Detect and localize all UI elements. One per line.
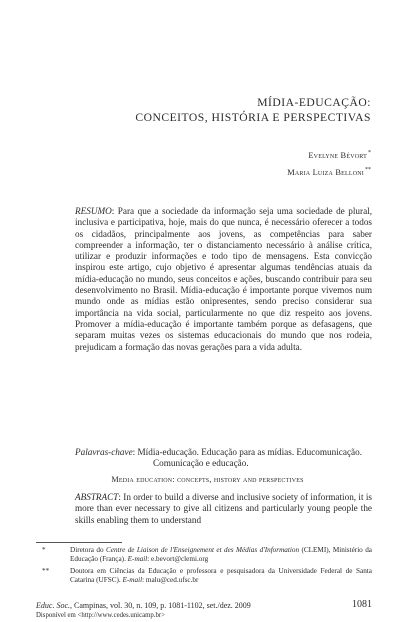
resumo-text: : Para que a sociedade da informação seja uma sociedade de plural, inclusiva e participativa, hoje, mais do que nunca, é necessário oferecer a todos os cidadãos, principalmente aos jovens, as competências para saber compreender a informação, ter o distanciamento necessário à análise crítica, utilizar e produzir informações e todo tipo de mensagens. Esta convicção inspirou este artigo, cujo objetivo é apresentar algumas tendências atuais da mídia-educação no mundo, seus conceitos e ações, buscando contribuir para seu desenvolvimento no Brasil. Mídia-educação é importante porque vivemos num mundo onde as mídias estão onipresentes, sendo preciso considerar sua importância na vida social, particularmente no que diz respeito aos jovens. Promover a mídia-educação é importante também porque as defasagens, que separam muitas vezes os sistemas educacionais do mundo que nos rodeia, prejudicam a formação das novas gerações para a vida adulta. [75, 206, 372, 352]
resumo-label: RESUMO [75, 206, 112, 216]
footnote-institution: Centre de Liaison de l'Enseignement et des Médias d'Information [105, 546, 300, 554]
title-line-2: CONCEITOS, HISTÓRIA E PERSPECTIVAS [135, 111, 371, 124]
page-number: 1081 [352, 599, 372, 610]
keywords-text: : Mídia-educação. Educação para as mídias. Educomunicação. Comunicação e educação. [132, 447, 362, 469]
availability-line: Disponível em <http://www.cedes.unicamp.br> [36, 612, 165, 619]
email-label: E-mail [122, 576, 143, 584]
footnote-mark: ** [42, 567, 50, 575]
footnote-text-part: Doutora em Ciências da Educação e professora e pesquisadora da Universidade Federal de Santa Catarina (UFSC). [70, 567, 372, 584]
footnote-text [70, 546, 372, 564]
keywords-label: Palavras-chave [75, 447, 133, 457]
footnote-text [70, 567, 372, 585]
footnote-text-part: Diretora do [70, 546, 106, 554]
footnote-mark: ** [365, 166, 371, 173]
abstract-text: : In order to build a diverse and inclusive society of information, it is more than ever necessary to give all citizens and particularly young people the skills enabling them to understand [75, 492, 372, 525]
article-title [135, 95, 371, 125]
footnote-email: : malu@ced.ufsc.br [142, 576, 199, 584]
email-label: E-mail [127, 555, 148, 563]
author-2 [287, 163, 371, 180]
footnote-mark: * [42, 546, 46, 554]
footnote-2 [36, 567, 372, 585]
author-name: Maria Luiza Belloni [287, 167, 364, 177]
footnote-divider [36, 542, 122, 543]
journal-abbr: Educ. Soc. [36, 601, 70, 610]
footnote-email: : e.bevort@clemi.org [147, 555, 209, 563]
footnote-1 [36, 546, 372, 564]
keywords [75, 447, 372, 470]
footnotes [36, 546, 372, 588]
footnote-mark: * [368, 150, 371, 156]
resumo-paragraph [75, 206, 372, 353]
author-name: Evelyne Bévort [308, 150, 367, 160]
author-list [287, 146, 371, 180]
abstract-label: ABSTRACT [75, 492, 119, 502]
footnote-text-part: (CLEMI), Ministério da Educação (França). [70, 546, 372, 563]
abstract-paragraph [75, 492, 372, 526]
author-1 [287, 146, 371, 163]
journal-citation [36, 601, 251, 610]
english-title: Media education: concepts, history and perspectives [111, 475, 304, 484]
title-line-1: MÍDIA-EDUCAÇÃO: [257, 96, 371, 109]
journal-details: , Campinas, vol. 30, n. 109, p. 1081-1102, set./dez. 2009 [70, 601, 251, 610]
